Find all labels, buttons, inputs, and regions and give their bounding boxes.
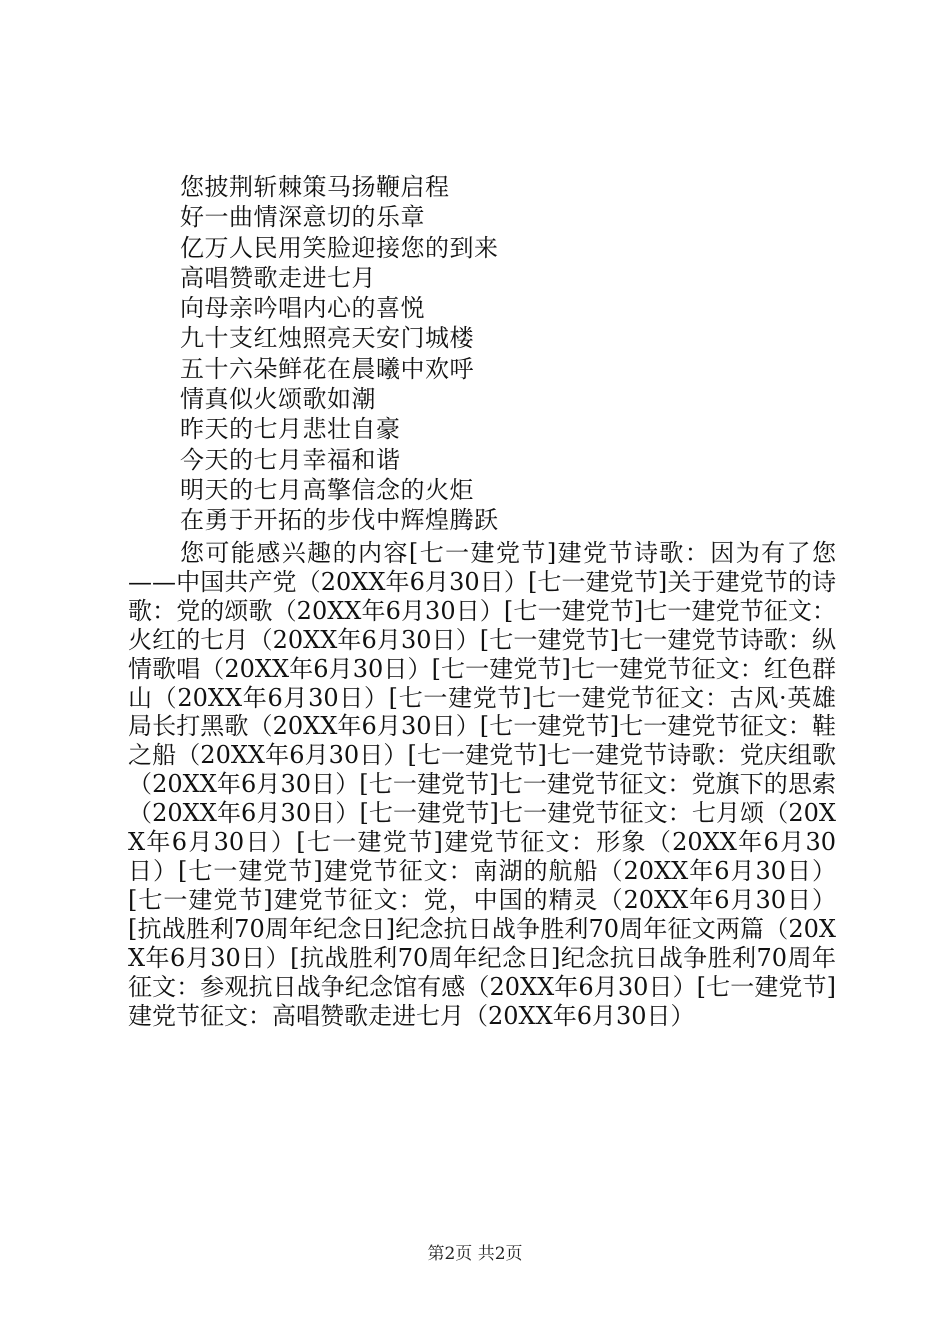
poem-line: 昨天的七月悲壮自豪 xyxy=(180,415,401,444)
poem-line: 九十支红烛照亮天安门城楼 xyxy=(180,324,474,353)
poem-line: 五十六朵鲜花在晨曦中欢呼 xyxy=(180,354,474,383)
related-content-paragraph: 您可能感兴趣的内容[七一建党节]建党节诗歌：因为有了您——中国共产党（20XX年6月30日）[七一建党节]关于建党节的诗歌：党的颂歌（20XX年6月30日）[七一建党节]七一建党节征文：火红的七月（20XX年6月30日）[七一建党节]七一建党节诗歌：纵情歌唱（20XX年6月30日）[七一建党节]七一建党节征文：红色群山（20XX年6月30日）[七一建党节]七一建党节征文：古风·英雄局长打黑歌（20XX年6月30日）[七一建党节]七一建党节征文：鞋之船（20XX年6月30日）[七一建党节]七一建党节诗歌：党庆组歌（20XX年6月30日）[七一建党节]七一建党节征文：党旗下的思索（20XX年6月30日）[七一建党节]七一建党节征文：七月颂（20XX年6月30日）[七一建党节]建党节征文：形象（20XX年6月30日）[七一建党节]建党节征文：南湖的航船（20XX年6月30日）[七一建党节]建党节征文：党，中国的精灵（20XX年6月30日）[抗战胜利70周年纪念日]纪念抗日战争胜利70周年征文两篇（20XX年6月30日）[抗战胜利70周年纪念日]纪念抗日战争胜利70周年征文：参观抗日战争纪念馆有感（20XX年6月30日）[七一建党节]建党节征文：高唱赞歌走进七月（20XX年6月30日） xyxy=(128,539,836,1030)
poem xyxy=(180,172,499,536)
poem-line: 亿万人民用笑脸迎接您的到来 xyxy=(180,233,499,262)
poem-line: 明天的七月高擎信念的火炬 xyxy=(180,475,474,504)
poem-line: 向母亲吟唱内心的喜悦 xyxy=(180,294,425,323)
poem-line: 您披荆斩棘策马扬鞭启程 xyxy=(180,173,450,201)
poem-line: 在勇于开拓的步伐中辉煌腾跃 xyxy=(180,506,499,535)
poem-line: 高唱赞歌走进七月 xyxy=(180,263,376,292)
poem-line: 好一曲情深意切的乐章 xyxy=(180,203,425,232)
page-number-footer: 第2页 共2页 xyxy=(427,1244,523,1264)
poem-line: 情真似火颂歌如潮 xyxy=(180,385,376,414)
poem-line: 今天的七月幸福和谐 xyxy=(180,445,401,474)
